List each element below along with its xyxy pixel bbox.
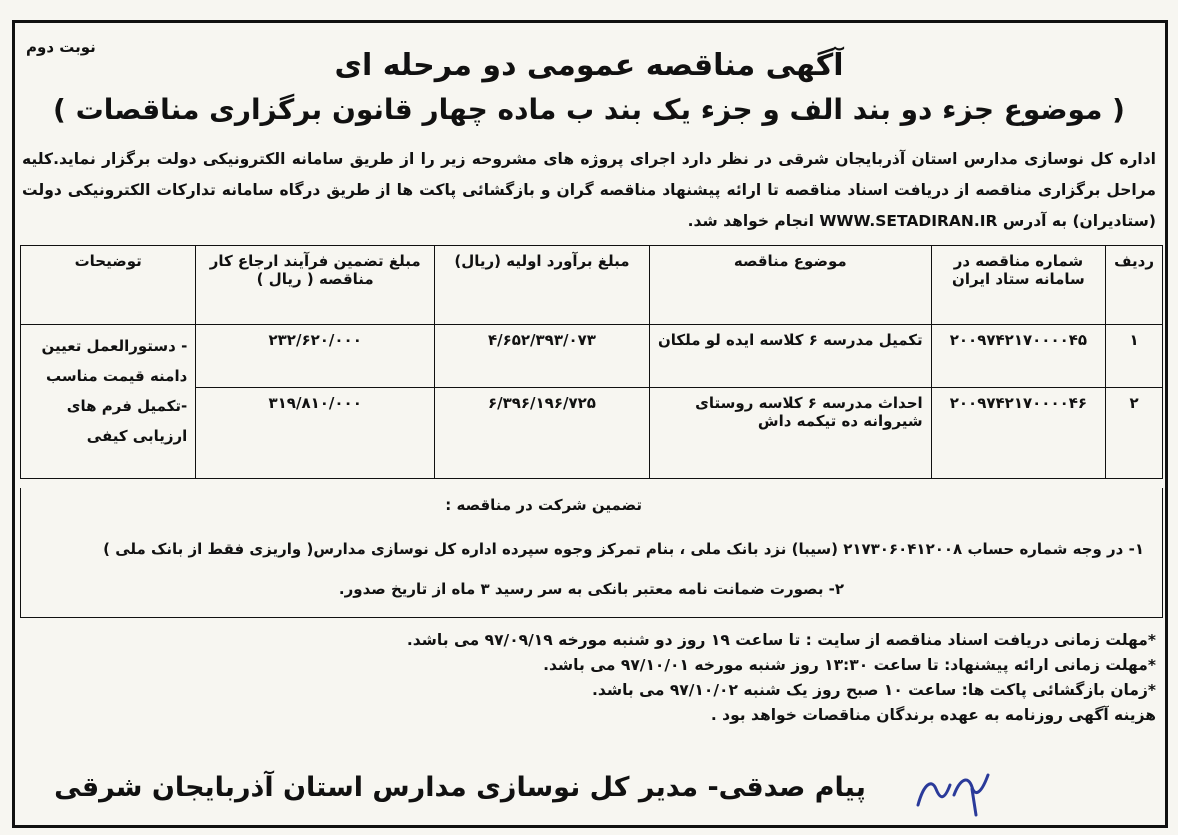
row-number: ۱ — [1106, 325, 1163, 388]
handwritten-number-27 — [910, 765, 1000, 820]
header-subject: موضوع مناقصه — [649, 246, 931, 325]
estimate-amount: ۴/۶۵۲/۳۹۳/۰۷۳ — [435, 325, 650, 388]
guarantee-option-2: ۲- بصورت ضمانت نامه معتبر بانکی به سر رسید ۳ ماه از تاریخ صدور. — [338, 580, 845, 598]
header-tender-number: شماره مناقصه در سامانه ستاد ایران — [931, 246, 1105, 325]
tender-number: ۲۰۰۹۷۴۲۱۷۰۰۰۰۴۶ — [931, 388, 1105, 479]
intro-paragraph: اداره کل نوسازی مدارس استان آذربایجان شرقی در نظر دارد اجرای پروژه های مشروحه زیر را از طریق سامانه الکترونیکی دولت برگزار نماید.کلیه مراحل برگزاری مناقصه از دریافت اسناد مناقصه تا ارائه پیشنهاد مناقصه گران و بازگشائی پاکت ها از طریق درگاه سامانه تدارکات الکترونیکی دولت (ستادیران) به آدرس WWW.SETADIRAN.IR انجام خواهد شد. — [22, 150, 1156, 230]
ad-cost-note: هزینه آگهی روزنامه به عهده برندگان مناقصات خواهد بود . — [710, 706, 1156, 724]
guarantee-section — [20, 488, 1163, 618]
deadline-proposal: *مهلت زمانی ارائه پیشنهاد: تا ساعت ۱۳:۳۰ روز شنبه مورخه ۹۷/۱۰/۰۱ می باشد. — [543, 656, 1156, 674]
notice-title: آگهی مناقصه عمومی دو مرحله ای — [334, 48, 844, 83]
header-notes: توضیحات — [21, 246, 196, 325]
guarantee-amount: ۲۳۲/۶۲۰/۰۰۰ — [196, 325, 435, 388]
guarantee-title: تضمین شرکت در مناقصه : — [445, 496, 642, 514]
signature-line: پیام صدقی- مدیر کل نوسازی مدارس استان آذربایجان شرقی — [54, 772, 866, 803]
tender-subject: تکمیل مدرسه ۶ کلاسه ایده لو ملکان — [649, 325, 931, 388]
table-row — [21, 325, 1163, 388]
header-estimate: مبلغ برآورد اولیه (ریال) — [435, 246, 650, 325]
estimate-amount: ۶/۳۹۶/۱۹۶/۷۲۵ — [435, 388, 650, 479]
header-guarantee: مبلغ تضمین فرآیند ارجاع کار مناقصه ( ریال ) — [196, 246, 435, 325]
guarantee-amount: ۳۱۹/۸۱۰/۰۰۰ — [196, 388, 435, 479]
tender-number: ۲۰۰۹۷۴۲۱۷۰۰۰۰۴۵ — [931, 325, 1105, 388]
row-number: ۲ — [1106, 388, 1163, 479]
header-row-number: ردیف — [1106, 246, 1163, 325]
deadline-opening: *زمان بازگشائی پاکت ها: ساعت ۱۰ صبح روز یک شنبه ۹۷/۱۰/۰۲ می باشد. — [592, 681, 1156, 699]
table-header-row — [21, 246, 1163, 325]
deadlines-list — [18, 628, 1156, 728]
guarantee-option-1: ۱- در وجه شماره حساب ۲۱۷۳۰۶۰۴۱۲۰۰۸ (سیبا) نزد بانک ملی ، بنام تمرکز وجوه سپرده اداره کل نوسازی مدارس( واریزی فقط از بانک ملی ) — [103, 540, 1144, 558]
notice-subtitle: ( موضوع جزء دو بند الف و جزء یک بند ب ماده چهار قانون برگزاری مناقصات ) — [53, 93, 1125, 126]
tender-subject: احداث مدرسه ۶ کلاسه روستای شیروانه ده تیکمه داش — [649, 388, 931, 479]
round-label: نوبت دوم — [26, 38, 96, 56]
notes-cell: - دستورالعمل تعیین دامنه قیمت مناسب -تکمیل فرم های ارزیابی کیفی — [21, 325, 196, 479]
deadline-documents: *مهلت زمانی دریافت اسناد مناقصه از سایت : تا ساعت ۱۹ روز دو شنبه مورخه ۹۷/۰۹/۱۹ می باشد. — [406, 631, 1156, 649]
tender-table — [20, 245, 1163, 479]
